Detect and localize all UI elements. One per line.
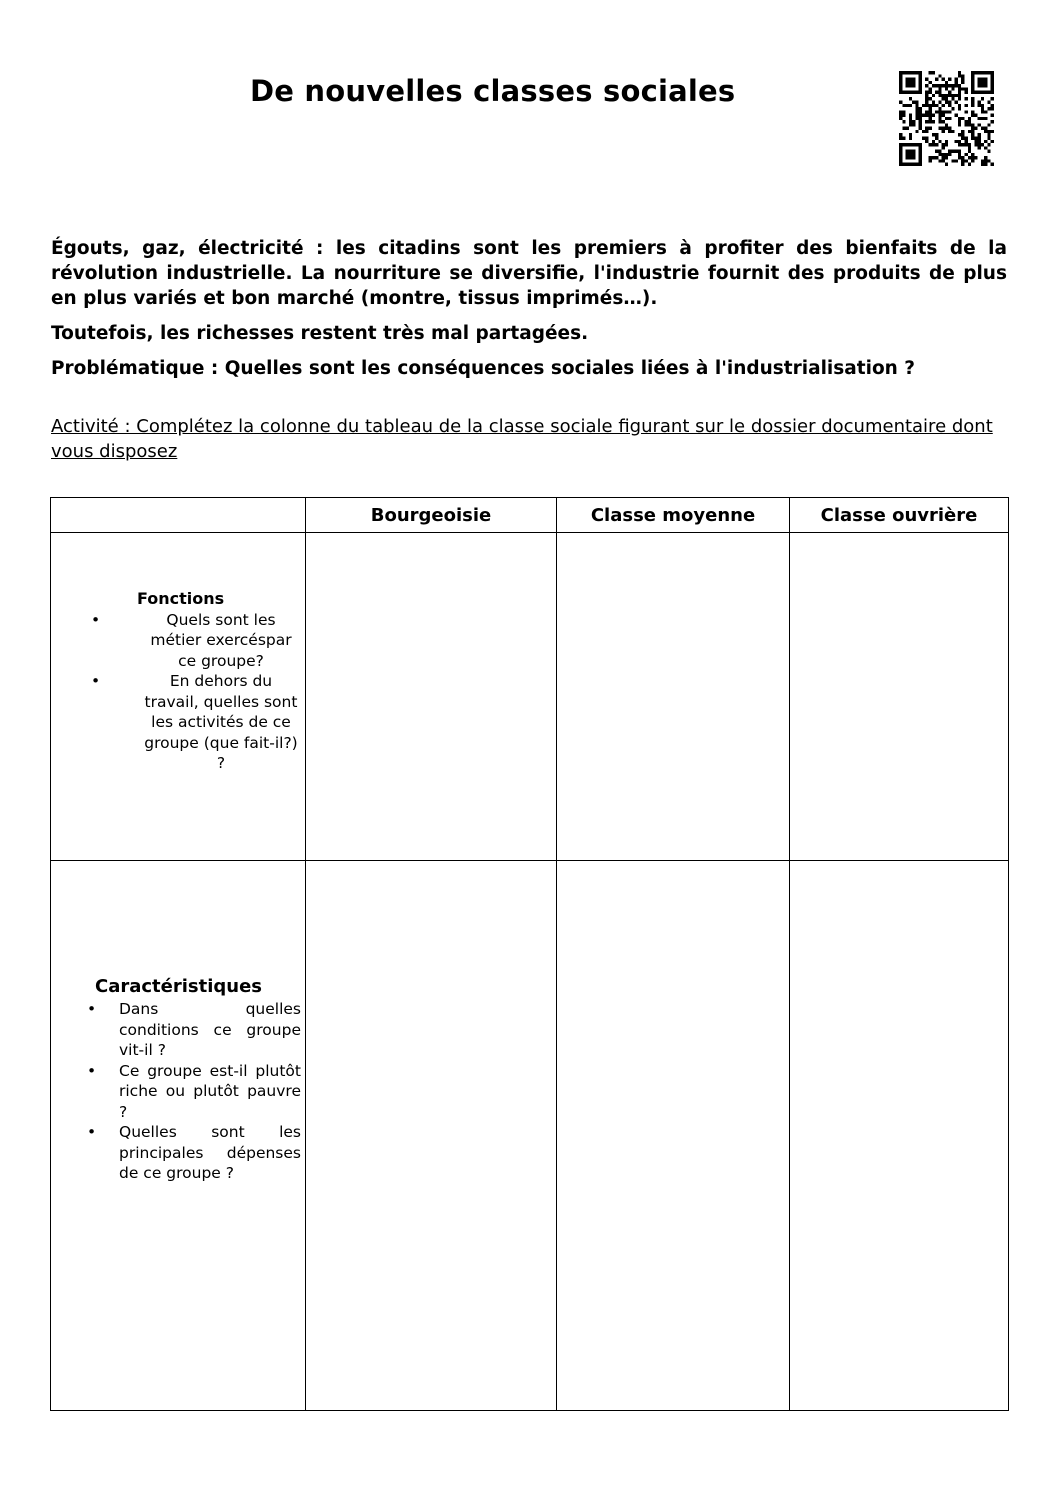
activity-instruction: Activité : Complétez la colonne du tableau de la classe sociale figurant sur le dossier documentaire dont vous disposez <box>51 416 993 462</box>
list-item: • En dehors du travail, quelles sont les activités de ce groupe (que fait-il?) ? <box>121 671 301 774</box>
page-title: De nouvelles classes sociales <box>250 74 736 108</box>
answer-cell-classe-ouvriere[interactable] <box>790 533 1009 861</box>
header-bourgeoisie: Bourgeoisie <box>306 498 557 533</box>
intro-paragraph: Égouts, gaz, électricité : les citadins sont les premiers à profiter des bienfaits de la révolution industrielle. La nourriture se diversifie, l'industrie fournit des produits de plus en plus variés et bon marché (montre, tissus imprimés…). <box>51 238 1007 309</box>
row-header-caracteristiques <box>51 861 306 1411</box>
header-empty-cell <box>51 498 306 533</box>
list-item: • Dans quelles conditions ce groupe vit-il ? <box>87 999 301 1061</box>
qr-code-icon <box>899 71 994 166</box>
header-classe-moyenne: Classe moyenne <box>557 498 790 533</box>
table-row <box>51 861 1009 1411</box>
row-title: Caractéristiques <box>95 976 263 997</box>
table-row <box>51 533 1009 861</box>
question-list <box>87 999 301 1184</box>
problematique: Problématique : Quelles sont les conséquences sociales liées à l'industrialisation ? <box>51 358 916 379</box>
row-title: Fonctions <box>137 589 225 608</box>
row-header-fonctions <box>51 533 306 861</box>
answer-cell-classe-ouvriere[interactable] <box>790 861 1009 1411</box>
table-header-row <box>51 498 1009 533</box>
answer-cell-bourgeoisie[interactable] <box>306 533 557 861</box>
answer-cell-bourgeoisie[interactable] <box>306 861 557 1411</box>
social-classes-table <box>50 497 1009 1411</box>
list-item: • Quelles sont les principales dépenses de ce groupe ? <box>87 1122 301 1184</box>
list-item: • Ce groupe est-il plutôt riche ou plutôt pauvre ? <box>87 1061 301 1123</box>
answer-cell-classe-moyenne[interactable] <box>557 533 790 861</box>
list-item: • Quels sont les métier exercéspar ce groupe? <box>121 610 301 672</box>
intro-note: Toutefois, les richesses restent très mal partagées. <box>51 323 589 344</box>
question-list <box>121 610 301 774</box>
answer-cell-classe-moyenne[interactable] <box>557 861 790 1411</box>
header-classe-ouvriere: Classe ouvrière <box>790 498 1009 533</box>
